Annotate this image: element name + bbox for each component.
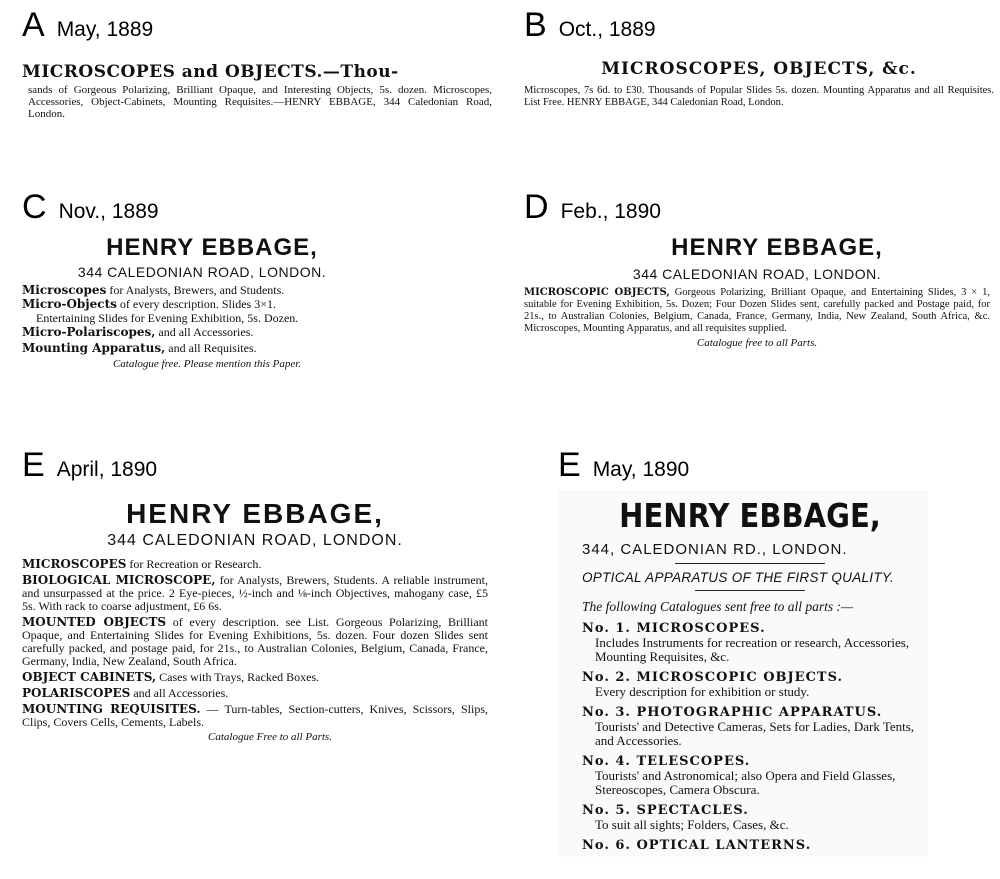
advertiser-address: 344, CALEDONIAN RD., LONDON.: [582, 541, 848, 558]
item-text: for Analysts, Brewers, and Students.: [106, 283, 285, 297]
ad-footer: Catalogue free. Please mention this Paper.: [112, 358, 302, 370]
catalogue-desc: Every description for exhibition or study.: [595, 684, 810, 699]
catalogue-title: No. 6. OPTICAL LANTERNS.: [582, 838, 812, 853]
catalogue-title: No. 5. SPECTACLES.: [582, 803, 749, 818]
ad-items: [22, 558, 488, 729]
ad-lead: MICROSCOPIC OBJECTS,: [524, 287, 670, 298]
ad-tagline: OPTICAL APPARATUS OF THE FIRST QUALITY.: [582, 570, 895, 585]
item-key: BIOLOGICAL MICROSCOPE,: [22, 573, 216, 587]
ad-headline: MICROSCOPES and OBJECTS.—Thou-: [22, 62, 399, 82]
ad-item: [22, 574, 488, 613]
advertiser-name: HENRY EBBAGE,: [619, 496, 881, 535]
panel-date: Feb., 1890: [560, 200, 661, 223]
divider: [695, 590, 805, 591]
catalogue-title: No. 4. TELESCOPES.: [582, 754, 751, 769]
catalogue-item: [582, 754, 918, 797]
panel-b-header: [524, 8, 994, 48]
ad-item: [22, 326, 382, 339]
catalogue-desc: Includes Instruments for recreation or research, Accessories, Mounting Requisites, &c.: [595, 635, 910, 664]
ad-item: [22, 687, 488, 700]
catalogue-item: [582, 705, 918, 748]
ad-items: [22, 284, 382, 355]
catalogue-desc: Tourists' and Astronomical; also Opera and Field Glasses, Stereoscopes, Camera Obscura.: [595, 768, 896, 797]
divider: [675, 563, 825, 564]
catalogue-item: [582, 838, 918, 853]
ad-item: [22, 616, 488, 668]
catalogue-title: No. 1. MICROSCOPES.: [582, 621, 766, 636]
ad-body: Microscopes, 7s 6d. to £30. Thousands of Popular Slides 5s. dozen. Mounting Apparatus and all Requisites. List Free. HENRY EBBAGE, 344 Caledonian Road, London.: [524, 85, 994, 108]
catalogue-item: [582, 621, 918, 664]
ad-item: [22, 703, 488, 729]
ad-headline: MICROSCOPES, OBJECTS, &c.: [601, 59, 917, 79]
catalogue-desc: To suit all sights; Folders, Cases, &c.: [595, 817, 789, 832]
panel-letter: E: [558, 446, 581, 484]
ad-box: [558, 490, 928, 857]
item-text: and all Requisites.: [165, 341, 257, 355]
advertiser-address: 344 CALEDONIAN ROAD, LONDON.: [632, 266, 882, 282]
ad-body-text: Gorgeous Polarizing, Brilliant Opaque, and Entertaining Slides, 3 × 1, suitable for Evening Exhibition, 5s. Dozen; Four Dozen Slides sent, carefully packed and Postage paid, for 21s., to Australian Colonies, Belgium, Canada, France, Germany, India, New Zealand, South Africa, &c. Microscopes, Mounting Apparatus, and all requisites supplied.: [524, 287, 990, 334]
catalogue-title: No. 2. MICROSCOPIC OBJECTS.: [582, 670, 844, 685]
panel-e-may: [558, 448, 928, 857]
panel-letter: B: [524, 6, 547, 44]
item-key: OBJECT CABINETS,: [22, 670, 157, 684]
ad-intro: The following Catalogues sent free to all parts :—: [582, 599, 854, 614]
ad-body: sands of Gorgeous Polarizing, Brilliant Opaque, and Interesting Objects, 5s. dozen. Microscopes, Accessories, Object-Cabinets, Mounting Requisites.—HENRY EBBAGE, 344 Caledonian Road, London.: [28, 84, 492, 120]
item-text: Cases with Trays, Racked Boxes.: [156, 670, 320, 684]
catalogue-item: [582, 670, 918, 699]
item-key: Micro-Polariscopes,: [22, 325, 156, 339]
panel-date: May, 1889: [56, 18, 154, 41]
panel-date: April, 1890: [56, 458, 158, 481]
advertiser-name: HENRY EBBAGE,: [106, 234, 318, 261]
ad-item: [22, 298, 382, 311]
panel-c: [22, 190, 382, 370]
ad-footer: Catalogue Free to all Parts.: [208, 731, 332, 743]
ad-item: [22, 284, 382, 297]
panel-letter: A: [22, 6, 45, 44]
panel-letter: D: [524, 188, 549, 226]
ad-body: [524, 287, 990, 335]
item-text: — Turn-tables, Section-cutters, Knives, Scissors, Slips, Clips, Covers Cells, Cements, Labels.: [22, 702, 489, 729]
item-key: MOUNTING REQUISITES.: [22, 702, 201, 716]
ad-item: [22, 342, 382, 355]
panel-e-april: [22, 448, 488, 743]
panel-e-april-header: [22, 448, 488, 488]
item-text: for Recreation or Research.: [126, 557, 262, 571]
advertiser-address: 344 CALEDONIAN ROAD, LONDON.: [107, 532, 403, 549]
item-text: and all Accessories.: [130, 686, 229, 700]
ad-item: [22, 671, 488, 684]
item-text: and all Accessories.: [155, 325, 254, 339]
catalogue-item: [582, 803, 918, 832]
panel-d-header: [524, 190, 990, 230]
panel-date: Nov., 1889: [58, 200, 159, 223]
panel-date: Oct., 1889: [558, 18, 656, 41]
panel-a-header: [22, 8, 492, 48]
ad-item: [22, 312, 382, 325]
panel-date: May, 1890: [592, 458, 690, 481]
item-key: MICROSCOPES: [22, 557, 127, 571]
catalogue-list: [582, 621, 918, 853]
panel-letter: E: [22, 446, 45, 484]
item-key: Microscopes: [22, 283, 107, 297]
panel-a: [22, 8, 492, 120]
ad-item: [22, 558, 488, 571]
item-text: for Analysts, Brewers, Students. A reliable instrument, and unsurpassed at the price. 2 Eye-pieces, ½-inch and ⅛-inch Objectives, mahogany case, £5 5s. With rack to coarse adjustment, £6 6s.: [22, 573, 488, 613]
ad-footer: Catalogue free to all Parts.: [696, 337, 818, 349]
advertiser-address: 344 CALEDONIAN ROAD, LONDON.: [77, 264, 327, 280]
item-key: MOUNTED OBJECTS: [22, 615, 167, 629]
panel-d: [524, 190, 990, 349]
advertiser-name: HENRY EBBAGE,: [671, 234, 883, 261]
panel-b: [524, 8, 994, 109]
panel-c-header: [22, 190, 382, 230]
panel-e-may-header: [558, 448, 928, 488]
item-text: Entertaining Slides for Evening Exhibition, 5s. Dozen.: [36, 311, 299, 325]
item-key: Mounting Apparatus,: [22, 341, 166, 355]
catalogue-title: No. 3. PHOTOGRAPHIC APPARATUS.: [582, 705, 883, 720]
advertiser-name: HENRY EBBAGE,: [126, 498, 384, 529]
item-key: Micro-Objects: [22, 297, 117, 311]
item-key: POLARISCOPES: [22, 686, 131, 700]
catalogue-desc: Tourists' and Detective Cameras, Sets for Ladies, Dark Tents, and Accessories.: [595, 719, 915, 748]
item-text: of every description. Slides 3×1.: [116, 297, 276, 311]
item-text: of every description. see List. Gorgeous Polarizing, Brilliant Opaque, and Entertaining Slides for Evening Exhibitions, 5s. dozen. Four dozen Slides sent carefully packed, and postage paid, for 21s., to Australian Colonies, Belgium, Canada, France, Germany, India, New Zealand, South Africa.: [22, 615, 489, 668]
panel-letter: C: [22, 188, 47, 226]
